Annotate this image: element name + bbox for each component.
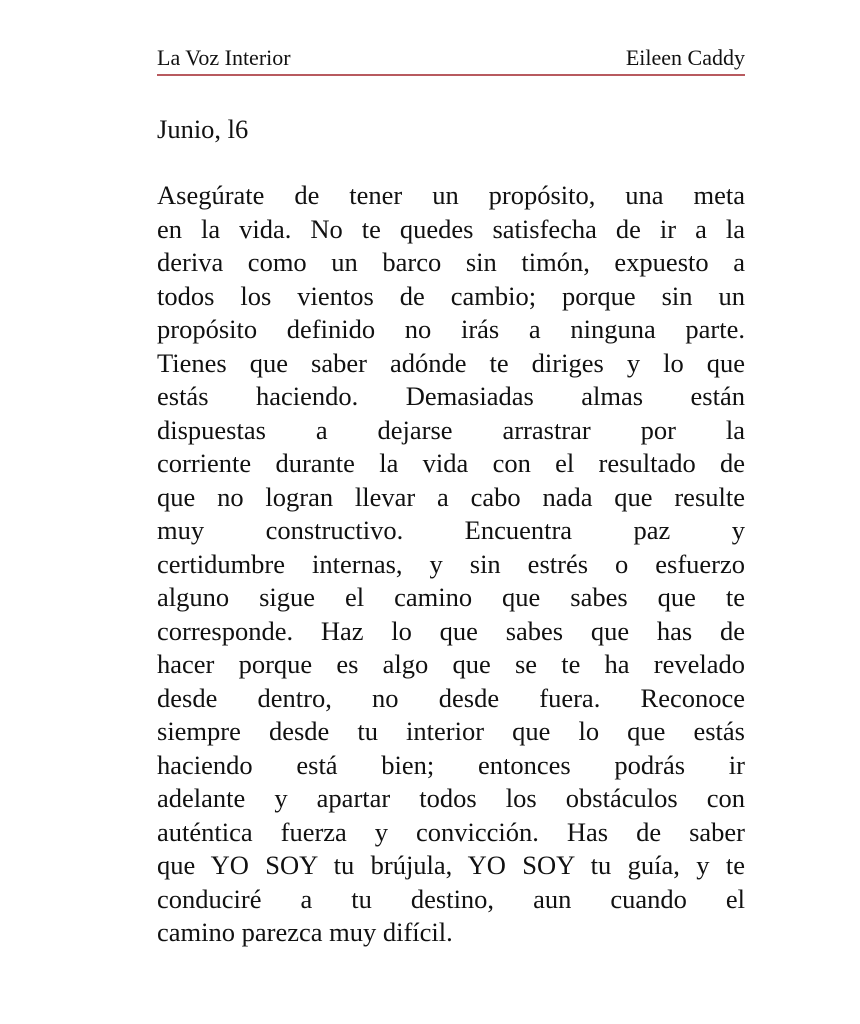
body-line: Tienes que saber adónde te diriges y lo que: [157, 347, 745, 378]
body-line: deriva como un barco sin timón, expuesto a: [157, 247, 745, 277]
entry-body: [157, 179, 745, 950]
body-line: dispuestas a dejarse arrastrar por la: [157, 414, 745, 445]
book-page: [157, 44, 745, 950]
body-line: desde dentro, no desde fuera. Reconoce: [157, 682, 745, 713]
body-line: corresponde. Haz lo que sabes que has de: [157, 615, 745, 646]
body-line: auténtica fuerza y convicción. Has de saber: [157, 816, 745, 847]
body-line: corriente durante la vida con el resultado de: [157, 448, 745, 478]
body-line: muy constructivo. Encuentra paz y: [157, 515, 745, 545]
body-line: hacer porque es algo que se te ha revelado: [157, 649, 745, 679]
body-line: propósito definido no irás a ninguna parte.: [157, 314, 745, 344]
body-line: conduciré a tu destino, aun cuando el: [157, 883, 745, 914]
body-line: siempre desde tu interior que lo que estás: [157, 716, 745, 746]
body-line: haciendo está bien; entonces podrás ir: [157, 749, 745, 780]
body-line: estás haciendo. Demasiadas almas están: [157, 381, 745, 411]
body-line: certidumbre internas, y sin estrés o esfuerzo: [157, 548, 745, 579]
body-line: adelante y apartar todos los obstáculos con: [157, 783, 745, 813]
book-title: La Voz Interior: [157, 45, 291, 70]
body-line: alguno sigue el camino que sabes que te: [157, 582, 745, 612]
body-line: Asegúrate de tener un propósito, una meta: [157, 180, 745, 210]
body-line: en la vida. No te quedes satisfecha de ir a la: [157, 213, 745, 244]
body-line: todos los vientos de cambio; porque sin un: [157, 280, 745, 311]
body-line: que no logran llevar a cabo nada que resulte: [157, 481, 745, 512]
entry-date: Junio, l6: [157, 114, 249, 144]
running-header: [157, 44, 745, 76]
body-line: camino parezca muy difícil.: [157, 917, 453, 947]
author-name: Eileen Caddy: [625, 45, 745, 70]
body-line: que YO SOY tu brújula, YO SOY tu guía, y te: [157, 850, 745, 880]
